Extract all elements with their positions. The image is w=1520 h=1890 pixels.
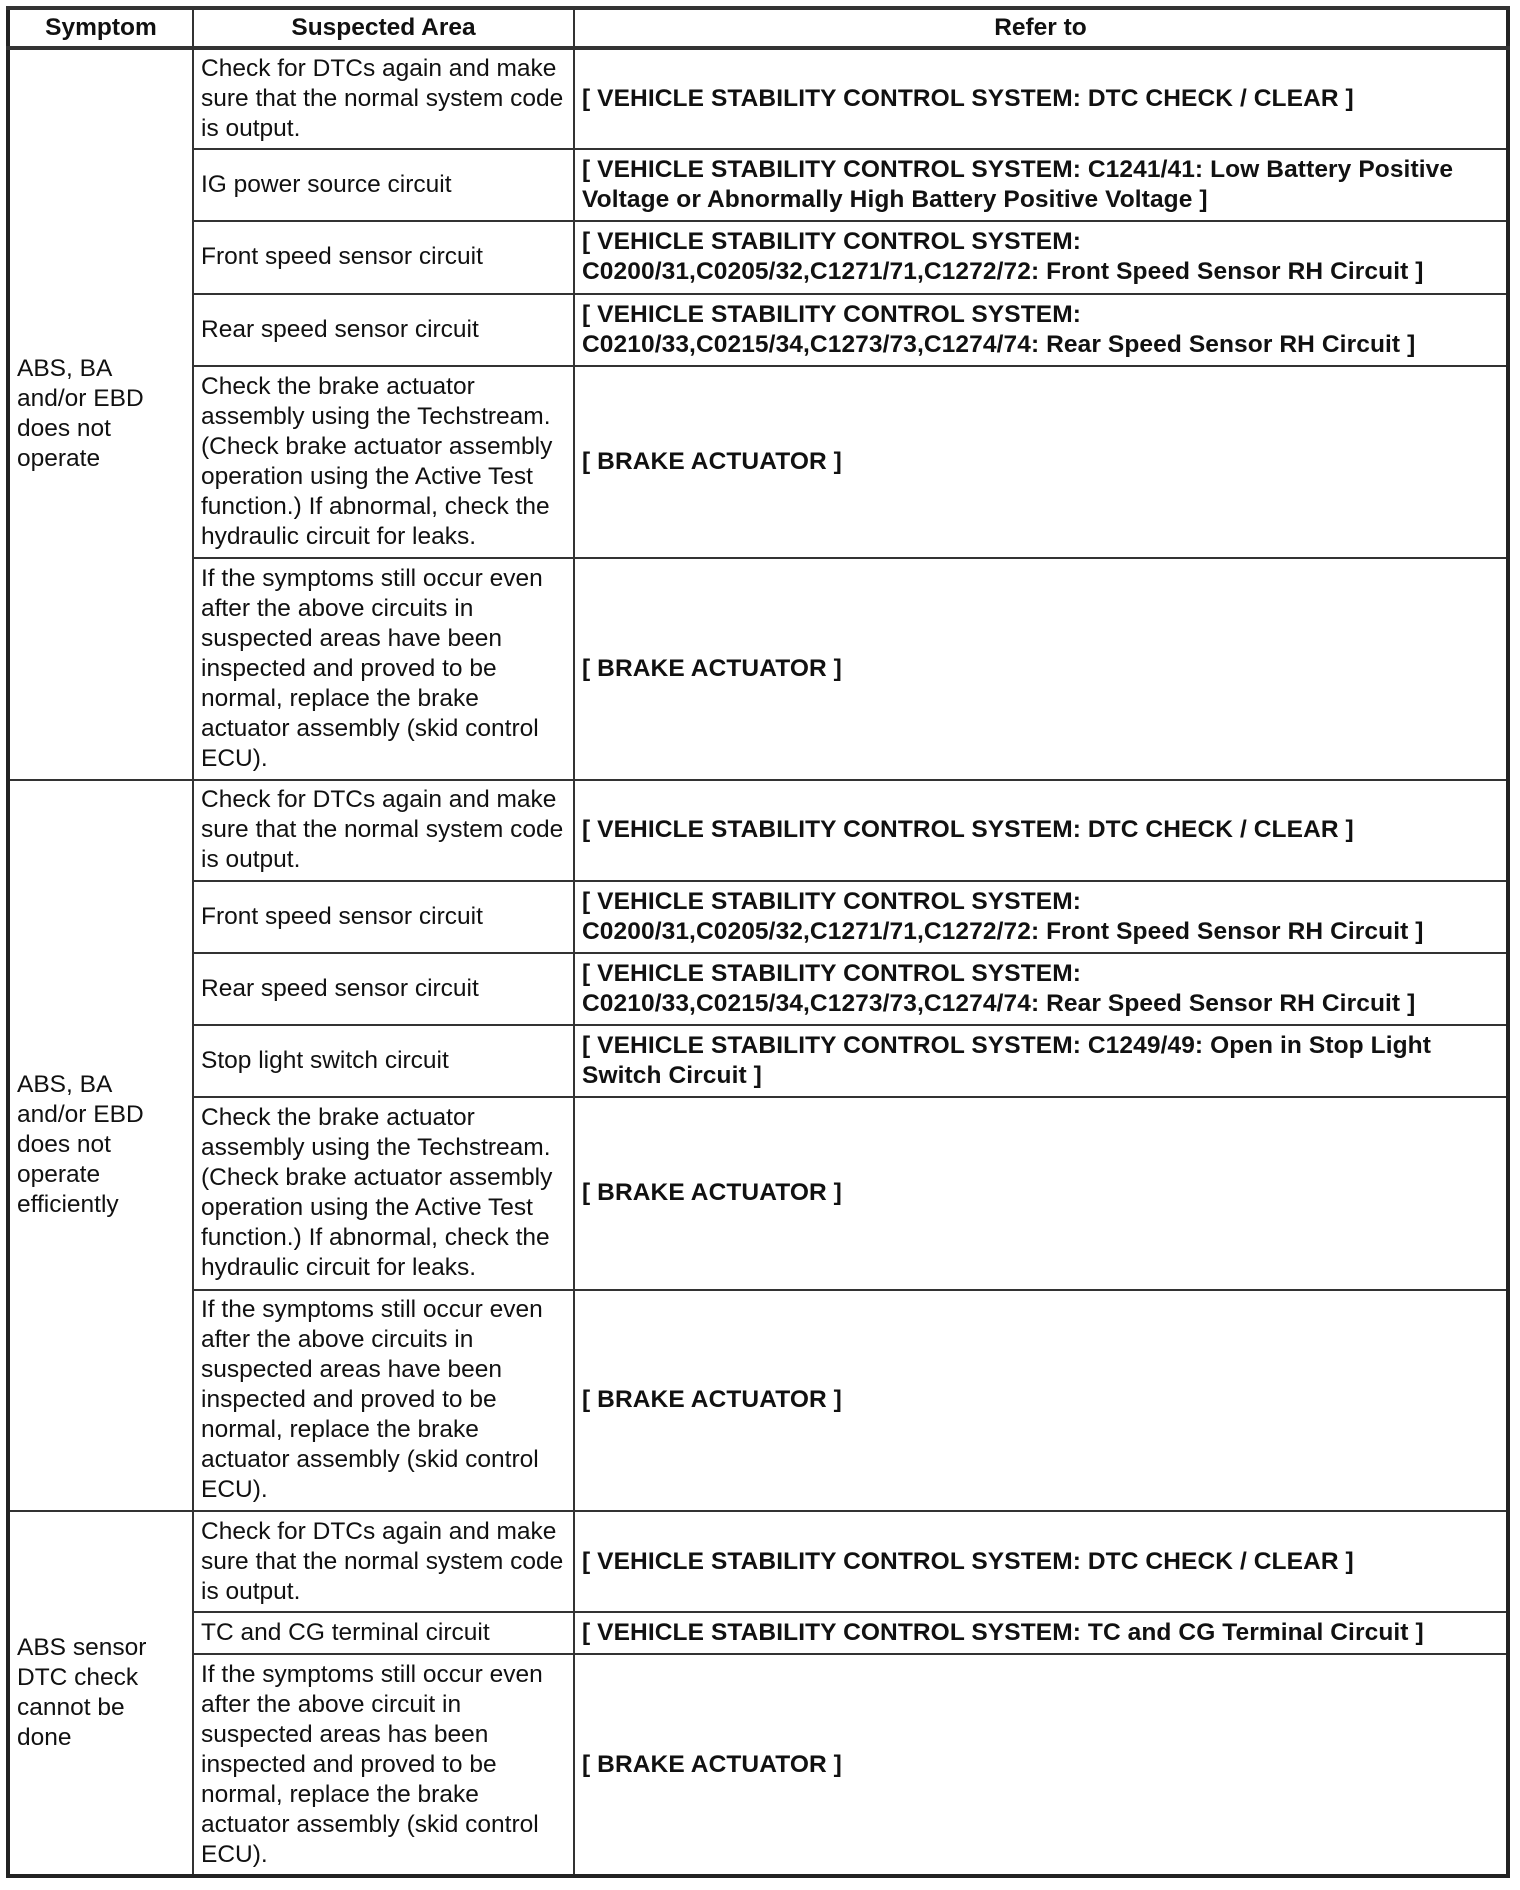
refer-to-link[interactable]: [ VEHICLE STABILITY CONTROL SYSTEM: C0200/31,C0205/32,C1271/71,C1272/72: Front Speed Sensor RH Circuit ] bbox=[574, 221, 1508, 293]
symptom-cell: ABS sensor DTC check cannot be done bbox=[8, 1511, 193, 1876]
suspected-area-cell: Rear speed sensor circuit bbox=[193, 953, 574, 1025]
refer-to-link[interactable]: [ VEHICLE STABILITY CONTROL SYSTEM: C1249/49: Open in Stop Light Switch Circuit ] bbox=[574, 1025, 1508, 1097]
suspected-area-cell: Stop light switch circuit bbox=[193, 1025, 574, 1097]
refer-to-link[interactable]: [ VEHICLE STABILITY CONTROL SYSTEM: DTC CHECK / CLEAR ] bbox=[574, 48, 1508, 149]
table-row bbox=[8, 1025, 1508, 1097]
refer-to-link[interactable]: [ VEHICLE STABILITY CONTROL SYSTEM: C1241/41: Low Battery Positive Voltage or Abnormally High Battery Positive Voltage ] bbox=[574, 149, 1508, 221]
symptom-cell: ABS, BA and/or EBD does not operate efficiently bbox=[8, 780, 193, 1512]
table-row bbox=[8, 1097, 1508, 1289]
suspected-area-cell: If the symptoms still occur even after the above circuits in suspected areas have been inspected and proved to be normal, replace the brake actuator assembly (skid control ECU). bbox=[193, 558, 574, 779]
table-row bbox=[8, 1612, 1508, 1654]
suspected-area-cell: TC and CG terminal circuit bbox=[193, 1612, 574, 1654]
refer-to-link[interactable]: [ VEHICLE STABILITY CONTROL SYSTEM: C0200/31,C0205/32,C1271/71,C1272/72: Front Speed Sensor RH Circuit ] bbox=[574, 881, 1508, 953]
header-symptom: Symptom bbox=[8, 8, 193, 48]
table-row bbox=[8, 366, 1508, 558]
refer-to-link[interactable]: [ VEHICLE STABILITY CONTROL SYSTEM: DTC CHECK / CLEAR ] bbox=[574, 780, 1508, 881]
suspected-area-cell: Front speed sensor circuit bbox=[193, 881, 574, 953]
table-row bbox=[8, 881, 1508, 953]
suspected-area-cell: Check for DTCs again and make sure that the normal system code is output. bbox=[193, 48, 574, 149]
refer-to-link[interactable]: [ BRAKE ACTUATOR ] bbox=[574, 1290, 1508, 1511]
table-row bbox=[8, 294, 1508, 366]
table-row bbox=[8, 1654, 1508, 1876]
suspected-area-cell: Check the brake actuator assembly using the Techstream. (Check brake actuator assembly operation using the Active Test function.) If abnormal, check the hydraulic circuit for leaks. bbox=[193, 1097, 574, 1289]
trouble-symptom-table bbox=[6, 6, 1510, 1878]
header-row bbox=[8, 8, 1508, 48]
suspected-area-cell: Check for DTCs again and make sure that the normal system code is output. bbox=[193, 780, 574, 881]
refer-to-link[interactable]: [ BRAKE ACTUATOR ] bbox=[574, 1654, 1508, 1876]
header-refer-to: Refer to bbox=[574, 8, 1508, 48]
refer-to-link[interactable]: [ VEHICLE STABILITY CONTROL SYSTEM: C0210/33,C0215/34,C1273/73,C1274/74: Rear Speed Sensor RH Circuit ] bbox=[574, 294, 1508, 366]
suspected-area-cell: If the symptoms still occur even after the above circuits in suspected areas have been inspected and proved to be normal, replace the brake actuator assembly (skid control ECU). bbox=[193, 1290, 574, 1511]
suspected-area-cell: Front speed sensor circuit bbox=[193, 221, 574, 293]
table-row bbox=[8, 149, 1508, 221]
table-row bbox=[8, 780, 1508, 881]
refer-to-link[interactable]: [ VEHICLE STABILITY CONTROL SYSTEM: C0210/33,C0215/34,C1273/73,C1274/74: Rear Speed Sensor RH Circuit ] bbox=[574, 953, 1508, 1025]
refer-to-link[interactable]: [ BRAKE ACTUATOR ] bbox=[574, 366, 1508, 558]
table-row bbox=[8, 1511, 1508, 1612]
header-suspected-area: Suspected Area bbox=[193, 8, 574, 48]
symptom-cell: ABS, BA and/or EBD does not operate bbox=[8, 48, 193, 780]
refer-to-link[interactable]: [ BRAKE ACTUATOR ] bbox=[574, 558, 1508, 779]
refer-to-link[interactable]: [ VEHICLE STABILITY CONTROL SYSTEM: DTC CHECK / CLEAR ] bbox=[574, 1511, 1508, 1612]
suspected-area-cell: Check the brake actuator assembly using the Techstream. (Check brake actuator assembly operation using the Active Test function.) If abnormal, check the hydraulic circuit for leaks. bbox=[193, 366, 574, 558]
suspected-area-cell: Check for DTCs again and make sure that the normal system code is output. bbox=[193, 1511, 574, 1612]
table-row bbox=[8, 953, 1508, 1025]
table-row bbox=[8, 48, 1508, 149]
table-row bbox=[8, 221, 1508, 293]
suspected-area-cell: If the symptoms still occur even after the above circuit in suspected areas has been inspected and proved to be normal, replace the brake actuator assembly (skid control ECU). bbox=[193, 1654, 574, 1876]
table-row bbox=[8, 1290, 1508, 1511]
refer-to-link[interactable]: [ BRAKE ACTUATOR ] bbox=[574, 1097, 1508, 1289]
suspected-area-cell: IG power source circuit bbox=[193, 149, 574, 221]
table-row bbox=[8, 558, 1508, 779]
suspected-area-cell: Rear speed sensor circuit bbox=[193, 294, 574, 366]
refer-to-link[interactable]: [ VEHICLE STABILITY CONTROL SYSTEM: TC and CG Terminal Circuit ] bbox=[574, 1612, 1508, 1654]
